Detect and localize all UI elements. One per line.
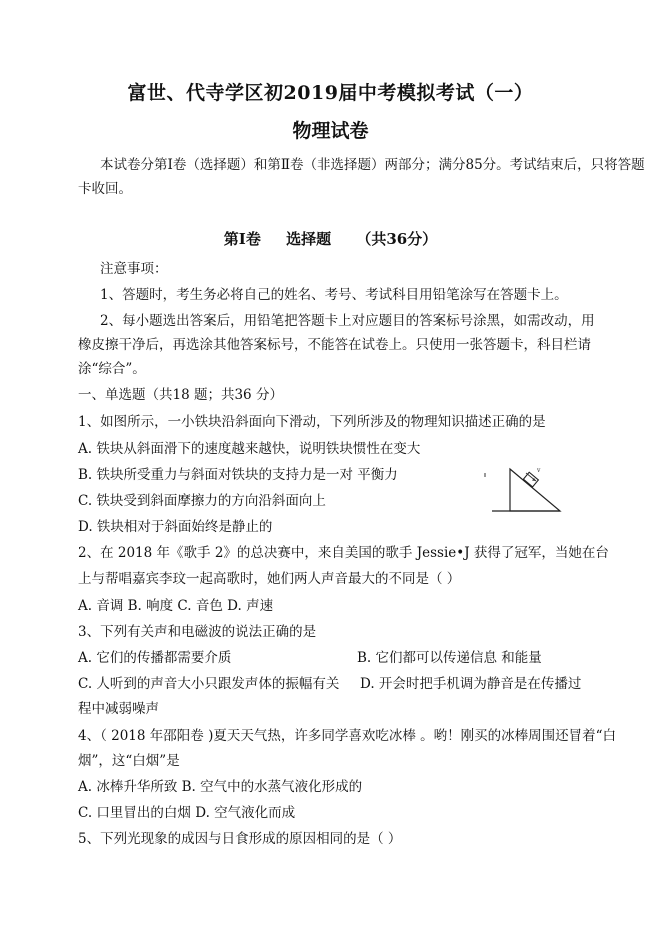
section-name: 选择题 <box>286 230 332 248</box>
section-part: 第Ⅰ卷 <box>223 230 261 248</box>
q3-stem: 3、下列有关声和电磁波的说法正确的是 <box>78 624 317 640</box>
intro-line-1: 本试卷分第Ⅰ卷（选择题）和第Ⅱ卷（非选择题）两部分；满分85分。考试结束后，只将答题 <box>100 157 645 173</box>
q4-line-2: 烟”，这“白烟”是 <box>78 753 180 769</box>
velocity-label: v <box>537 467 541 474</box>
iron-block <box>523 472 538 487</box>
notes-item-2-line-2: 橡皮擦干净后，再选涂其他答案标号，不能答在试卷上。只使用一张答题卡，科目栏请 <box>78 337 591 353</box>
notes-item-1: 1、答题时，考生务必将自己的姓名、考号、考试科目用铅笔涂写在答题卡上。 <box>100 287 568 303</box>
q4-options-ab: A. 冰棒升华所致 B. 空气中的水蒸气液化形成的 <box>78 779 363 795</box>
section-score: （共36分） <box>356 230 438 248</box>
q3-option-a: A. 它们的传播都需要介质 <box>78 650 232 666</box>
notes-item-2-line-1: 2、每小题选出答案后，用铅笔把答题卡上对应题目的答案标号涂黑，如需改动，用 <box>100 313 595 329</box>
q2-line-2: 上与帮唱嘉宾李玟一起高歌时，她们两人声音最大的不同是（ ） <box>78 571 461 587</box>
q2-options: A. 音调 B. 响度 C. 音色 D. 声速 <box>78 598 274 614</box>
q4-options-cd: C. 口里冒出的白烟 D. 空气液化而成 <box>78 805 296 821</box>
exam-subtitle: 物理试卷 <box>292 120 369 142</box>
incline-slope <box>510 469 560 511</box>
q2-line-1: 2、在 2018 年《歌手 2》的总决赛中，来自美国的歌手 Jessie•J 获得了冠军，当她在台 <box>78 545 609 561</box>
q1-option-b: B. 铁块所受重力与斜面对铁块的支持力是一对 平衡力 <box>78 467 398 483</box>
notes-heading: 注意事项： <box>100 261 168 277</box>
q3-option-c: C. 人听到的声音大小只跟发声体的振幅有关 <box>78 676 340 692</box>
q1-stem: 1、如图所示，一小铁块沿斜面向下滑动，下列所涉及的物理知识描述正确的是 <box>78 414 546 430</box>
q3-option-d-continued: 程中减弱噪声 <box>78 701 159 717</box>
q3-option-b: B. 它们都可以传递信息 和能量 <box>357 650 542 666</box>
exam-title: 富世、代寺学区初2019届中考模拟考试（一） <box>127 82 534 104</box>
incline-figure <box>482 463 562 515</box>
q3-option-d: D. 开会时把手机调为静音是在传播过 <box>360 676 582 692</box>
q1-option-a: A. 铁块从斜面滑下的速度越来越快，说明铁块惯性在变大 <box>78 441 421 457</box>
q4-line-1: 4、（ 2018 年邵阳卷 )夏天天气热，许多同学喜欢吃冰棒 。哟！刚买的冰棒周围还冒着“白 <box>78 728 617 744</box>
q1-option-d: D. 铁块相对于斜面始终是静止的 <box>78 519 273 535</box>
q5-stem: 5、下列光现象的成因与日食形成的原因相同的是（ ） <box>78 831 402 847</box>
q1-option-c: C. 铁块受到斜面摩擦力的方向沿斜面向上 <box>78 493 326 509</box>
part-1-heading: 一、单选题（共18 题；共36 分） <box>78 387 283 403</box>
section-heading <box>0 228 661 249</box>
notes-item-2-line-3: 涂“综合”。 <box>78 361 146 377</box>
intro-line-2: 卡收回。 <box>78 181 132 197</box>
